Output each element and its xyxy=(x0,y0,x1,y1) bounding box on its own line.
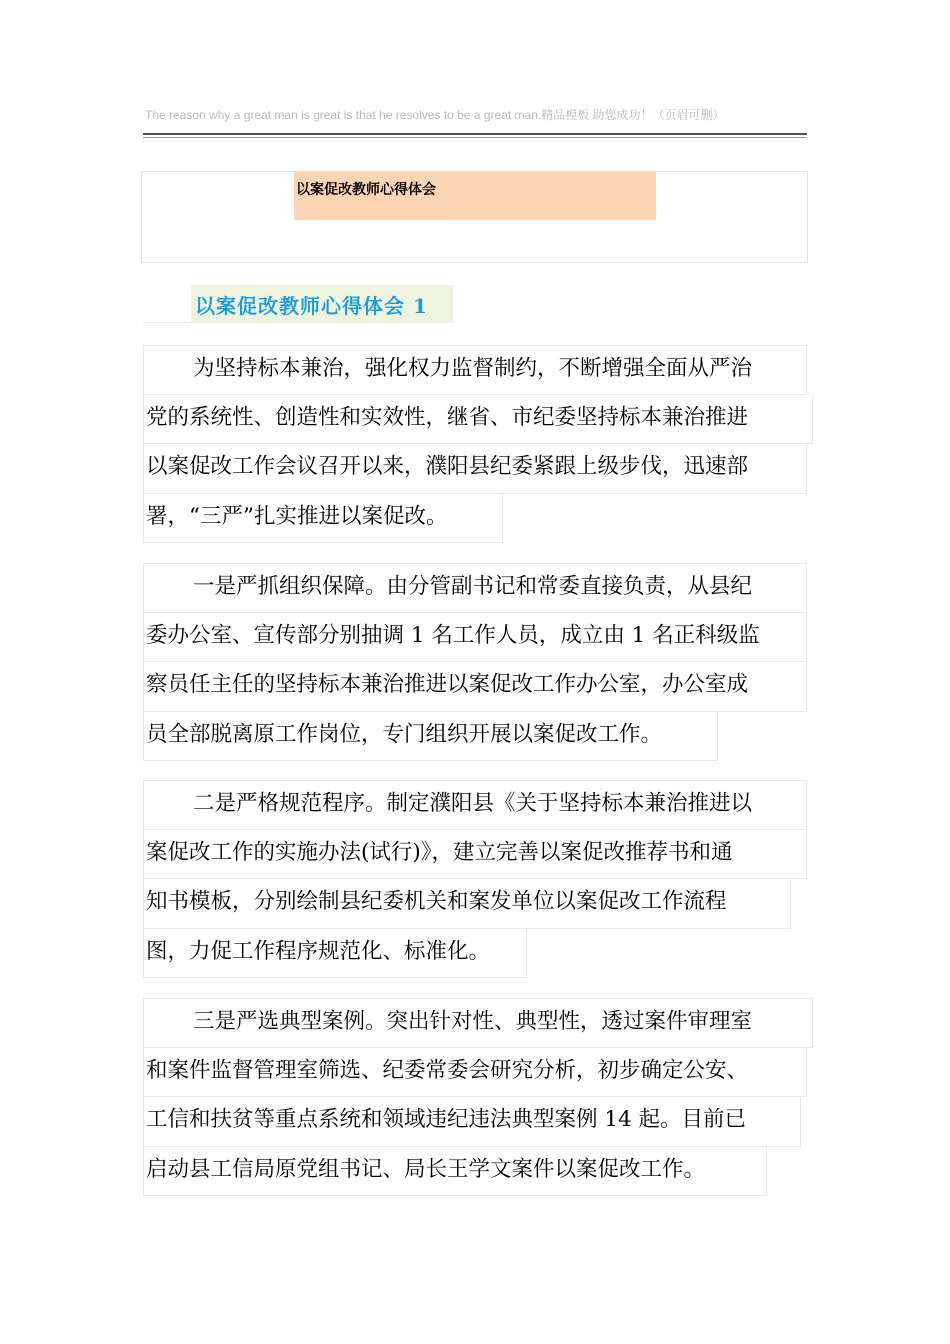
header-divider xyxy=(143,133,807,135)
page-header-text: The reason why a great man is great is that he resolves to be a great man.精品模板 助您成功！（页眉可删） xyxy=(145,108,725,122)
paragraph-line: 员全部脱离原工作岗位，专门组织开展以案促改工作。 xyxy=(143,712,718,762)
document-title-box xyxy=(294,171,656,220)
paragraph-4 xyxy=(143,998,813,1196)
paragraph-line: 工信和扶贫等重点系统和领域违纪违法典型案例 14 起。目前已 xyxy=(143,1097,801,1147)
paragraph-line: 案促改工作的实施办法(试行)》，建立完善以案促改推荐书和通 xyxy=(143,830,807,880)
paragraph-line: 图，力促工作程序规范化、标准化。 xyxy=(143,929,527,979)
section-heading: 以案促改教师心得体会 1 xyxy=(195,294,428,318)
paragraph-line: 党的系统性、创造性和实效性，继省、市纪委坚持标本兼治推进 xyxy=(143,395,813,445)
paragraph-line: 一是严抓组织保障。由分管副书记和常委直接负责，从县纪 xyxy=(143,563,807,613)
paragraph-line: 二是严格规范程序。制定濮阳县《关于坚持标本兼治推进以 xyxy=(143,780,807,830)
paragraph-1 xyxy=(143,345,813,543)
header-divider-thin xyxy=(143,137,807,138)
paragraph-line: 和案件监督管理室筛选、纪委常委会研究分析，初步确定公安、 xyxy=(143,1048,807,1098)
paragraph-line: 署，“三严”扎实推进以案促改。 xyxy=(143,494,503,544)
paragraph-3 xyxy=(143,780,807,978)
paragraph-line: 启动县工信局原党组书记、局长王学文案件以案促改工作。 xyxy=(143,1147,767,1197)
paragraph-line: 为坚持标本兼治，强化权力监督制约，不断增强全面从严治 xyxy=(143,345,807,395)
paragraph-line: 以案促改工作会议召开以来，濮阳县纪委紧跟上级步伐，迅速部 xyxy=(143,444,807,494)
section-heading-block xyxy=(143,285,453,323)
paragraph-line: 知书模板，分别绘制县纪委机关和案发单位以案促改工作流程 xyxy=(143,879,791,929)
document-title: 以案促改教师心得体会 xyxy=(296,182,436,198)
paragraph-line: 委办公室、宣传部分别抽调 1 名工作人员，成立由 1 名正科级监 xyxy=(143,613,807,663)
paragraph-line: 三是严选典型案例。突出针对性、典型性，透过案件审理室 xyxy=(143,998,813,1048)
paragraph-line: 察员任主任的坚持标本兼治推进以案促改工作办公室，办公室成 xyxy=(143,662,807,712)
paragraph-2 xyxy=(143,563,807,761)
